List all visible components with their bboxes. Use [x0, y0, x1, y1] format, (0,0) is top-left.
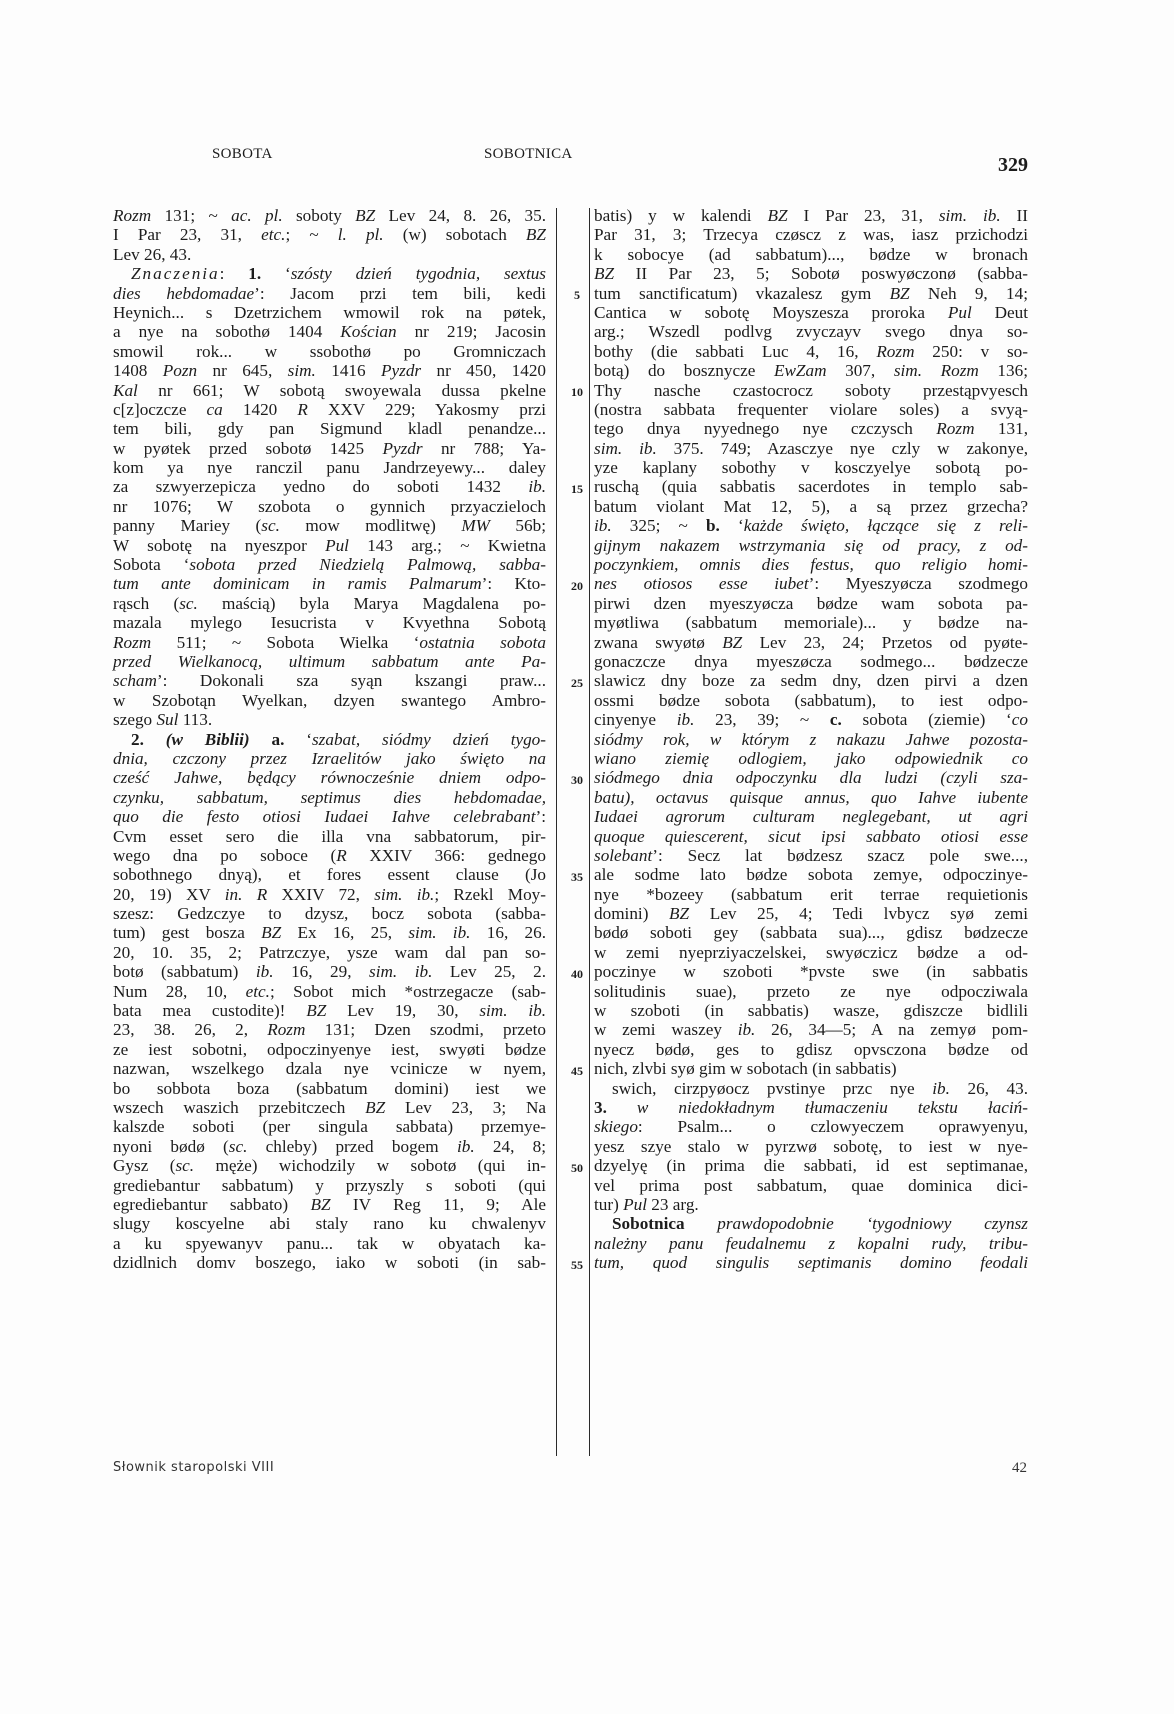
- text-line: tum sanctificatum) vkazalesz gym BZ Neh 9, 14;: [594, 283, 1028, 303]
- text-line: egrediebantur sabbato) BZ IV Reg 11, 9; Ale: [113, 1194, 546, 1214]
- line-number: 10: [571, 384, 583, 399]
- line-number: 50: [571, 1160, 583, 1175]
- text-line: 3. w niedokładnym tłumaczeniu tekstu łaciń-: [594, 1097, 1028, 1117]
- text-line: ale sodme lato bødze sobota zemye, odpoczinye-: [594, 865, 1028, 885]
- text-line: a ku spyewanyv panu... tak w obyatach ka-: [113, 1233, 546, 1253]
- text-line: ruschą (quia sabbatis sacerdotes in templo sab-: [594, 477, 1028, 497]
- text-line: sobothnego dnyą), et fores essent clause (Jo: [113, 865, 546, 885]
- page-number: 329: [998, 154, 1028, 176]
- text-line: tum) gest bosza BZ Ex 16, 25, sim. ib. 16, 26.: [113, 923, 547, 943]
- text-line: grediebantur sabbatum) y przyszly s soboti (qui: [113, 1175, 546, 1195]
- text-line: Rozm 131; ~ ac. pl. soboty BZ Lev 24, 8. 26, 35.: [113, 206, 546, 225]
- text-line: batu), octavus quisque annus, quo Iahve iubente: [594, 787, 1028, 807]
- text-line: botø (sabbatum) ib. 16, 29, sim. ib. Lev 25, 2.: [113, 962, 546, 982]
- text-line: skiego: Psalm... o czlowyeczem oprawyenyu,: [594, 1117, 1028, 1137]
- text-line: mazala mylego Iesucrista v Kvyethna Sobotą: [113, 613, 546, 633]
- text-line: nazwan, wszelkego dzala nye vcinicze w nyem,: [113, 1059, 546, 1079]
- text-line: Rozm 511; ~ Sobota Wielka ‘ostatnia sobota: [113, 632, 546, 652]
- text-line: wiano ziemię odlogiem, jako odpowiednik co: [594, 748, 1028, 768]
- text-line: Sobota ‘sobota przed Niedzielą Palmową, sabba-: [113, 555, 546, 575]
- text-line: Sobotnica prawdopodobnie ‘tygodniowy czynsz: [612, 1214, 1028, 1234]
- text-line: dies hebdomadae’: Jacom przi tem bili, kedi: [113, 283, 546, 303]
- text-line: kom ya nye ranczil panu Jandrzeyewy... daley: [113, 458, 546, 478]
- text-line: tur) Pul 23 arg.: [594, 1194, 699, 1214]
- line-number: 55: [571, 1257, 583, 1272]
- text-line: 23, 38. 26, 2, Rozm 131; Dzen szodmi, przeto: [113, 1020, 546, 1040]
- text-line: 2. (w Biblii) a. ‘szabat, siódmy dzień tygo-: [131, 729, 547, 749]
- line-number: 30: [571, 772, 583, 787]
- text-line: Lev 26, 43.: [113, 244, 192, 264]
- running-head-right: SOBOTNICA: [484, 146, 573, 162]
- text-line: scham’: Dokonali sza syąn kszangi praw...: [113, 671, 546, 691]
- text-line: nyoni bødø (sc. chleby) przed bogem ib. 24, 8;: [113, 1136, 547, 1156]
- text-line: bata mea custodite)! BZ Lev 19, 30, sim. ib.: [113, 1001, 546, 1021]
- text-line: ze iest sobotni, odpoczinyenye iest, swyøti bødze: [113, 1039, 546, 1059]
- column-divider-right: [589, 208, 590, 1456]
- text-line: Kal nr 661; W sobotą swoyewala dussa pkelne: [113, 380, 546, 400]
- text-line: W sobotę na nyeszpor Pul 143 arg.; ~ Kwietna: [113, 535, 546, 555]
- text-line: w Szobotąn Wyelkan, dzyen swantego Ambro-: [113, 690, 546, 710]
- text-line: cześć Jahwe, będący równocześnie dniem odpo-: [113, 768, 546, 788]
- text-line: Znaczenia: 1. ‘szósty dzień tygodnia, sextus: [131, 264, 546, 284]
- text-line: yesz szye stalo w pyrzwø sobotę, to iest w nye-: [594, 1136, 1028, 1156]
- text-line: k sobocye (ad sabbatum)..., bødze w bronach: [594, 244, 1028, 264]
- text-line: quoque quiescerent, sicut ipsi sabbato otiosi esse: [594, 826, 1028, 846]
- text-line: Iudaei agrorum culturam neglegebant, ut agri: [594, 807, 1028, 827]
- text-line: ossmi bødze sobota (sabbatum), to iest odpo-: [594, 690, 1028, 710]
- text-line: szesz: Gedzczye to dzysz, bocz sobota (sabba-: [113, 904, 546, 924]
- text-line: w zemi nyeprziyaczelskei, swyøczicz bødze a od-: [594, 942, 1028, 962]
- text-line: nr 1076; W szobota o gynnich przyaczieloch: [113, 496, 546, 516]
- text-line: gijnym nakazem wstrzymania się od pracy, z od-: [594, 535, 1028, 555]
- text-line: 1408 Pozn nr 645, sim. 1416 Pyzdr nr 450, 1420: [113, 361, 547, 381]
- text-line: swich, cirzpyøocz pvstinye przc nye ib. 26, 43.: [612, 1078, 1028, 1098]
- text-line: vel prima post sabbatum, quae dominica dici-: [594, 1175, 1028, 1195]
- text-line: poczinye w szoboti *pvste swe (in sabbatis: [594, 962, 1028, 982]
- text-line: Heynich... s Dzetrzichem wmowil rok na pøtek,: [113, 302, 546, 322]
- text-line: I Par 23, 31, etc.; ~ l. pl. (w) sobotach BZ: [113, 225, 546, 245]
- text-line: za szwyerzepicza yedno do soboti 1432 ib.: [113, 477, 546, 497]
- text-line: dzyelyę (in prima die sabbati, id est septimanae,: [594, 1156, 1028, 1176]
- text-line: zwana swyøtø BZ Lev 23, 24; Przetos od pyøte-: [594, 632, 1028, 652]
- text-line: siódmego dnia odpoczynku dla ludzi (czyli sza-: [594, 768, 1028, 788]
- line-number: 15: [571, 481, 583, 496]
- text-line: pirwi dzen myeszyøcza bødze wam sobota pa-: [594, 593, 1028, 613]
- text-line: bo sobbota boza (sabbatum domini) iest we: [113, 1078, 546, 1098]
- text-line: czynku, sabbatum, septimus dies hebdomadae,: [113, 787, 546, 807]
- text-line: slawicz dny boze za sedm dny, dzen pirvi a dzen: [594, 671, 1028, 691]
- text-line: bothy (die sabbati Luc 4, 16, Rozm 250: v so-: [594, 341, 1029, 361]
- text-line: w szoboti (in sabbatis) wasze, gdiszcze bidlili: [594, 1001, 1028, 1021]
- right-column: [594, 206, 1028, 1272]
- text-line: należny panu feudalnemu z kopalni rudy, tribu-: [594, 1233, 1028, 1253]
- text-line: przed Wielkanocą, ultimum sabbatum ante Pa-: [113, 651, 546, 671]
- column-divider-left: [556, 208, 557, 1456]
- text-line: arg.; Wszedl podlvg zvyczayv svego dnya so-: [594, 322, 1028, 342]
- text-line: kalszde soboti (per singula sabbata) przemye-: [113, 1117, 546, 1137]
- text-line: Gysz (sc. męże) wichodzily w sobotø (qui in-: [113, 1156, 546, 1176]
- text-line: w pyøtek przed sobotø 1425 Pyzdr nr 788; Ya-: [113, 438, 546, 458]
- text-line: w zemi waszey ib. 26, 34—5; A na zemyø pom-: [594, 1020, 1028, 1040]
- text-line: quo die festo otiosi Iudaei Iahve celebrabant’:: [113, 807, 546, 827]
- text-line: domini) BZ Lev 25, 4; Tedi lvbycz syø zemi: [594, 904, 1028, 924]
- text-line: Par 31, 3; Trzecya czøscz z was, iasz przichodzi: [594, 225, 1028, 245]
- text-line: Thy nasche czastocrocz soboty przestąpvyesch: [594, 380, 1028, 400]
- left-column: [113, 206, 546, 1272]
- text-line: Num 28, 10, etc.; Sobot mich *ostrzegacze (sab-: [113, 981, 546, 1001]
- text-line: szego Sul 113.: [113, 710, 213, 730]
- text-line: slugy koscyelne abi staly rano ku chwalenyv: [113, 1214, 546, 1234]
- text-line: tem bili, gdy pan Sigmund kladl penandze...: [113, 419, 546, 439]
- text-line: batis) y w kalendi BZ I Par 23, 31, sim. ib. II: [594, 206, 1029, 225]
- text-line: nes otiosos esse iubet’: Myeszyøcza szodmego: [594, 574, 1028, 594]
- text-line: BZ II Par 23, 5; Sobotø poswyøczonø (sabba-: [594, 264, 1028, 284]
- text-line: cinyenye ib. 23, 39; ~ c. sobota (ziemie) ‘co: [594, 710, 1028, 730]
- text-line: panny Mariey (sc. mow modlitwę) MW 56b;: [113, 516, 546, 536]
- line-number: 40: [571, 966, 583, 981]
- text-line: wszech waszich przebitczech BZ Lev 23, 3; Na: [113, 1097, 547, 1117]
- text-line: tum ante dominicam in ramis Palmarum’: Kto-: [113, 574, 546, 594]
- text-line: 20, 19) XV in. R XXIV 72, sim. ib.; Rzekl Moy-: [113, 884, 546, 904]
- text-line: nyecz bødø, ges to gdisz opvsczona bødze od: [594, 1039, 1028, 1059]
- text-line: botą) do bosznycze EwZam 307, sim. Rozm 136;: [594, 361, 1028, 381]
- running-head-left: SOBOTA: [212, 146, 273, 162]
- text-line: smowil rok... w ssobothø po Gromniczach: [113, 341, 546, 361]
- text-line: wego dna po soboce (R XXIV 366: gednego: [113, 845, 546, 865]
- sheet-number: 42: [1012, 1460, 1027, 1476]
- line-number: 5: [574, 287, 580, 302]
- text-line: (nostra sabbata frequenter violare soles) a svyą-: [594, 399, 1028, 419]
- text-line: nich, zlvbi syø gim w sobotach (in sabbatis): [594, 1059, 897, 1079]
- text-line: nye *bozeey (sabbatum erit terrae requietionis: [594, 884, 1028, 904]
- text-line: ib. 325; ~ b. ‘każde święto, łączące się z reli-: [594, 516, 1029, 536]
- line-number: 25: [571, 675, 583, 690]
- line-number: 35: [571, 869, 583, 884]
- text-line: solebant’: Secz lat bødzesz szacz pole swe...,: [594, 845, 1028, 865]
- text-line: Cantica w sobotę Moyszesza proroka Pul Deut: [594, 302, 1028, 322]
- text-line: myøtliwa (sabbatum memoriale)... y bødze na-: [594, 613, 1028, 633]
- text-line: bødø soboti gey (sabbata sua)..., gdisz bødzecze: [594, 923, 1028, 943]
- text-line: a nye na sobothø 1404 Kościan nr 219; Jacosin: [113, 322, 546, 342]
- text-line: rąsch (sc. maścią) byla Marya Magdalena po-: [113, 593, 546, 613]
- footer-title: Słownik staropolski VIII: [113, 1460, 275, 1475]
- text-line: tum, quod singulis septimanis domino feodali: [594, 1253, 1028, 1273]
- text-line: c[z]oczcze ca 1420 R XXV 229; Yakosmy przi: [113, 399, 546, 419]
- text-line: gonaczcze dnya myeszøcza sodmego... bødzecze: [594, 651, 1028, 671]
- text-line: dnia, czczony przez Izraelitów jako święto na: [113, 748, 546, 768]
- text-line: solitudinis suae), przeto ze nye odpocziwala: [594, 981, 1028, 1001]
- text-line: poczynkiem, omnis dies festus, quo religio homi-: [594, 555, 1028, 575]
- text-line: yze kaplany sobothy v kosczyelye sobotą po-: [594, 458, 1028, 478]
- text-line: batum violant Mat 12, 5), a są przez grzecha?: [594, 496, 1028, 516]
- line-number: 45: [571, 1063, 583, 1078]
- text-line: sim. ib. 375. 749; Azasczye nye czly w zakonye,: [594, 438, 1029, 458]
- text-line: Cvm esset sero die illa vna sabbatorum, pir-: [113, 826, 546, 846]
- line-number: 20: [571, 578, 583, 593]
- text-line: tego dnya nyyednego nye czczysch Rozm 131,: [594, 419, 1028, 439]
- text-line: 20, 10. 35, 2; Patrzczye, ysze wam dal pan so-: [113, 942, 546, 962]
- text-line: dzidlnich domv boszego, iako w soboti (in sab-: [113, 1253, 546, 1273]
- text-line: siódmy rok, w którym z nakazu Jahwe pozosta-: [594, 729, 1028, 749]
